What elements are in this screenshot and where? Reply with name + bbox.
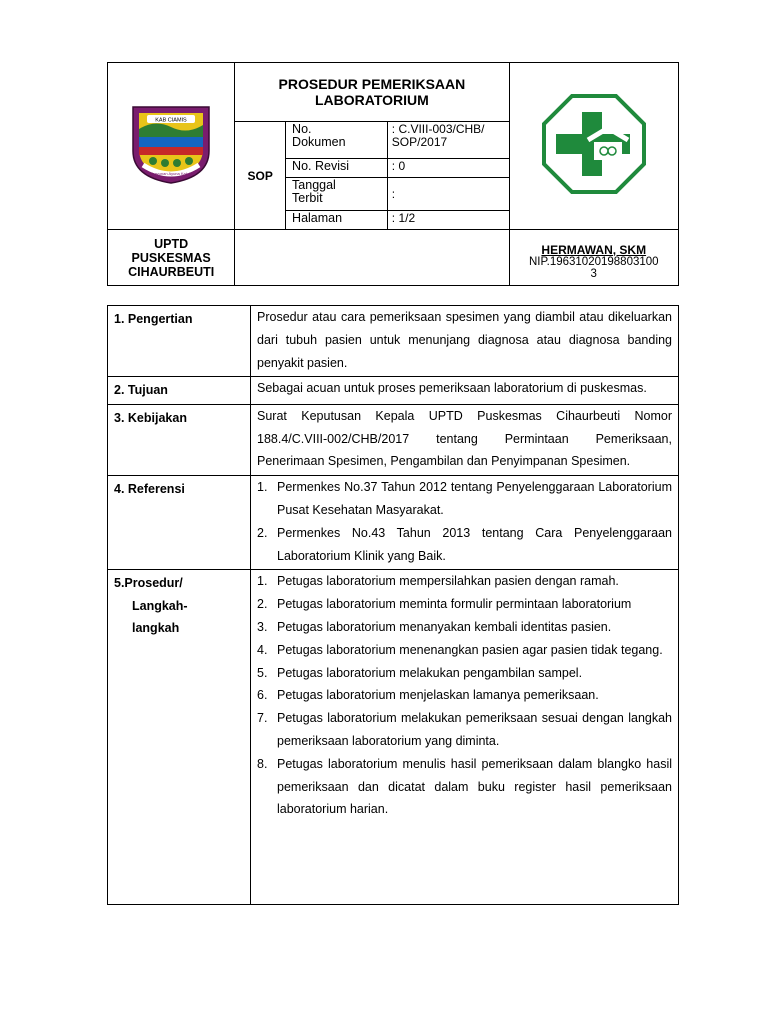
list-item — [257, 616, 672, 639]
puskesmas-logo-cell — [509, 63, 678, 230]
section-content-kebijakan — [251, 404, 679, 475]
signer-nip-cont: 3 — [590, 267, 597, 280]
meta-key-tanggal — [286, 178, 388, 211]
organization-name — [108, 230, 235, 286]
meta-value-dokumen: : C.VIII-003/CHB/ SOP/2017 — [387, 122, 509, 159]
list-item-text: Petugas laboratorium meminta formulir permintaan laboratorium — [277, 597, 632, 612]
emblem-motto-text: Mahayunan Ayuna Kalukan — [146, 170, 196, 176]
meta-key-line: Terbit — [292, 191, 323, 205]
section-label-kebijakan: 3. Kebijakan — [108, 404, 251, 475]
list-item — [257, 639, 672, 662]
list-item — [257, 522, 672, 568]
section-label-prosedur — [108, 570, 251, 905]
org-line-1: UPTD — [154, 236, 189, 251]
meta-value-halaman: : 1/2 — [387, 211, 509, 230]
prosedur-label-line-1: 5.Prosedur/ — [114, 576, 183, 591]
prosedur-label-line-2: Langkah- — [132, 598, 188, 613]
list-item — [257, 593, 672, 616]
section-content-referensi — [251, 476, 679, 570]
list-item-text: Permenkes No.43 Tahun 2013 tentang Cara Penyelenggaraan Laboratorium Klinik yang Baik. — [277, 525, 672, 563]
meta-key-line: Dokumen — [292, 135, 346, 149]
list-number: 2. — [257, 525, 268, 540]
list-item-text: Permenkes No.37 Tahun 2012 tentang Penyelenggaraan Laboratorium Pusat Kesehatan Masyarakat. — [277, 480, 672, 518]
list-number: 2. — [257, 597, 268, 612]
meta-key-halaman: Halaman — [286, 211, 388, 230]
title-line-2: LABORATORIUM — [315, 92, 429, 108]
meta-value-revisi: : 0 — [387, 159, 509, 178]
table-row — [108, 476, 679, 570]
pengertian-text: Prosedur atau cara pemeriksaan spesimen yang diambil atau dikeluarkan dari tubuh pasien untuk menunjang diagnosa atau diagnosa banding penyakit pasien. — [257, 310, 672, 370]
ciamis-regency-emblem-icon — [129, 103, 213, 185]
section-label-tujuan: 2. Tujuan — [108, 377, 251, 405]
list-item-text: Petugas laboratorium menenangkan pasien agar pasien tidak tegang. — [277, 642, 663, 657]
list-item-text: Petugas laboratorium mempersilahkan pasien dengan ramah. — [277, 574, 619, 589]
document-title — [235, 63, 509, 122]
prosedur-list — [257, 570, 672, 821]
section-label-pengertian: 1. Pengertian — [108, 306, 251, 377]
list-item — [257, 662, 672, 685]
list-number: 6. — [257, 688, 268, 703]
prosedur-label-line-3: langkah — [132, 621, 180, 636]
list-number: 7. — [257, 711, 268, 726]
meta-key-line: No. — [292, 122, 312, 136]
org-line-3: CIHAURBEUTI — [128, 264, 215, 279]
org-line-2: PUSKESMAS — [131, 250, 211, 265]
table-row — [108, 404, 679, 475]
list-item — [257, 570, 672, 593]
sop-label: SOP — [235, 122, 286, 230]
table-row — [108, 570, 679, 905]
section-content-pengertian — [251, 306, 679, 377]
referensi-list — [257, 476, 672, 567]
section-content-tujuan — [251, 377, 679, 405]
table-row — [108, 306, 679, 377]
list-number: 5. — [257, 665, 268, 680]
regency-logo-cell — [108, 63, 235, 230]
section-label-referensi: 4. Referensi — [108, 476, 251, 570]
list-item — [257, 684, 672, 707]
list-item — [257, 707, 672, 753]
signer-name: HERMAWAN, SKM — [541, 242, 647, 257]
list-number: 1. — [257, 480, 268, 495]
list-item-text: Petugas laboratorium menanyakan kembali identitas pasien. — [277, 620, 612, 635]
list-number: 3. — [257, 620, 268, 635]
meta-value-tanggal: : — [387, 178, 509, 211]
list-item-text: Petugas laboratorium melakukan pengambilan sampel. — [277, 665, 583, 680]
meta-key-revisi: No. Revisi — [286, 159, 388, 178]
section-content-prosedur — [251, 570, 679, 905]
signer-nip: NIP.19631020198803100 — [528, 255, 659, 268]
meta-key-line: Tanggal — [292, 178, 336, 192]
list-item — [257, 753, 672, 821]
meta-key-dokumen — [286, 122, 388, 159]
list-item — [257, 476, 672, 522]
kebijakan-text: Surat Keputusan Kepala UPTD Puskesmas Cihaurbeuti Nomor 188.4/C.VIII-002/CHB/2017 tentang Permintaan Pemeriksaan, Penerimaan Spesimen, Pengambilan dan Penyimpanan Spesimen. — [257, 408, 672, 469]
tujuan-text: Sebagai acuan untuk proses pemeriksaan laboratorium di puskesmas. — [257, 381, 647, 396]
list-item-text: Petugas laboratorium menulis hasil pemeriksaan dalam blangko hasil pemeriksaan dan dicatat dalam buku register hasil pemeriksaan laboratorium harian. — [277, 756, 672, 817]
blank-header-cell — [235, 230, 509, 286]
list-item-text: Petugas laboratorium melakukan pemeriksaan sesuai dengan langkah pemeriksaan laboratorium yang diminta. — [277, 711, 672, 749]
puskesmas-green-cross-icon — [542, 94, 646, 194]
list-number: 8. — [257, 756, 268, 771]
sop-content-table — [107, 305, 679, 905]
signature-block — [509, 230, 678, 286]
sop-header-table — [107, 62, 679, 286]
list-number: 1. — [257, 574, 268, 589]
list-number: 4. — [257, 642, 268, 657]
emblem-top-text: KAB CIAMIS — [155, 117, 187, 123]
list-item-text: Petugas laboratorium menjelaskan lamanya pemeriksaan. — [277, 688, 599, 703]
title-line-1: PROSEDUR PEMERIKSAAN — [278, 76, 466, 92]
table-row — [108, 377, 679, 405]
